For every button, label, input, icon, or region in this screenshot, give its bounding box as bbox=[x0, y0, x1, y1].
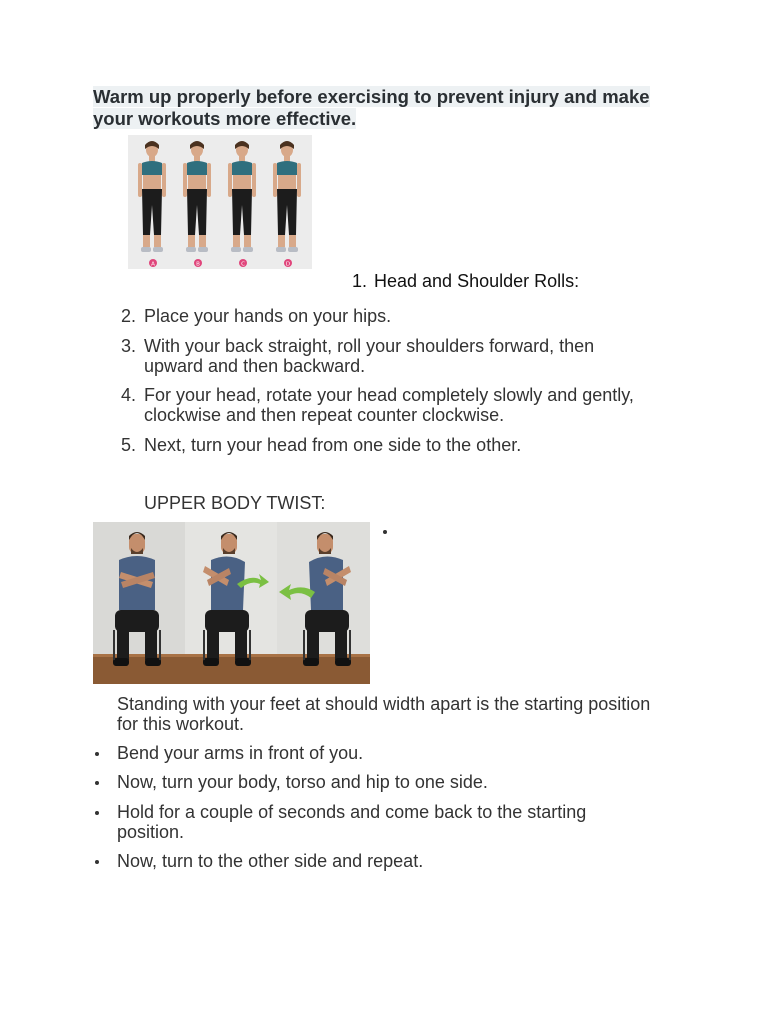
step-text: Place your hands on your hips. bbox=[144, 306, 392, 326]
list-item bbox=[0, 851, 768, 871]
step-number: 4. bbox=[120, 385, 136, 405]
intro-paragraph bbox=[93, 86, 673, 130]
step-text-line-2: clockwise and then repeat counter clockwise. bbox=[144, 405, 505, 425]
list-item bbox=[0, 743, 768, 763]
seated-twist-illustration bbox=[93, 522, 370, 684]
figure-label-b: B bbox=[196, 261, 200, 268]
step-text: Next, turn your head from one side to the other. bbox=[144, 435, 522, 455]
list-item bbox=[0, 772, 768, 792]
section2-intro-line-2: for this workout. bbox=[117, 714, 245, 734]
step-number: 3. bbox=[120, 336, 136, 356]
bullet-text: Bend your arms in front of you. bbox=[117, 743, 364, 763]
step-text-line-1: For your head, rotate your head completely slowly and gently, bbox=[144, 385, 634, 405]
women-figures-illustration bbox=[128, 135, 312, 269]
empty-bullet bbox=[383, 530, 387, 534]
list-item bbox=[0, 802, 768, 842]
section2-intro bbox=[117, 694, 717, 734]
head-shoulder-rolls-photo bbox=[128, 135, 312, 269]
figure-label-a: A bbox=[151, 261, 155, 268]
upper-body-twist-photo bbox=[93, 522, 370, 684]
section1-heading bbox=[0, 271, 768, 291]
step-text-line-2: upward and then backward. bbox=[144, 356, 366, 376]
bullet-text-line-2: position. bbox=[117, 822, 185, 842]
intro-line-1: Warm up properly before exercising to prevent injury and make bbox=[93, 86, 650, 107]
bullet-text-line-1: Hold for a couple of seconds and come back to the starting bbox=[117, 802, 587, 822]
list-item bbox=[0, 336, 768, 376]
bullet-text: Now, turn to the other side and repeat. bbox=[117, 851, 424, 871]
bullet-text: Now, turn your body, torso and hip to one side. bbox=[117, 772, 488, 792]
list-item bbox=[0, 385, 768, 425]
bullet-icon bbox=[95, 752, 99, 756]
bullet-icon bbox=[95, 860, 99, 864]
figure-label-d: D bbox=[285, 261, 291, 268]
section2-heading: UPPER BODY TWIST: bbox=[144, 493, 326, 513]
intro-line-2: your workouts more effective. bbox=[93, 108, 357, 129]
list-item bbox=[0, 306, 768, 326]
bullet-icon bbox=[95, 781, 99, 785]
section1-heading-number: 1. bbox=[351, 271, 367, 291]
section1-heading-text: Head and Shoulder Rolls: bbox=[374, 271, 580, 291]
list-item bbox=[0, 435, 768, 455]
section2-intro-line-1: Standing with your feet at should width apart is the starting position bbox=[117, 694, 651, 714]
bullet-icon bbox=[95, 811, 99, 815]
step-number: 5. bbox=[120, 435, 136, 455]
figure-label-c: C bbox=[241, 261, 245, 268]
step-number: 2. bbox=[120, 306, 136, 326]
step-text-line-1: With your back straight, roll your shoulders forward, then bbox=[144, 336, 595, 356]
